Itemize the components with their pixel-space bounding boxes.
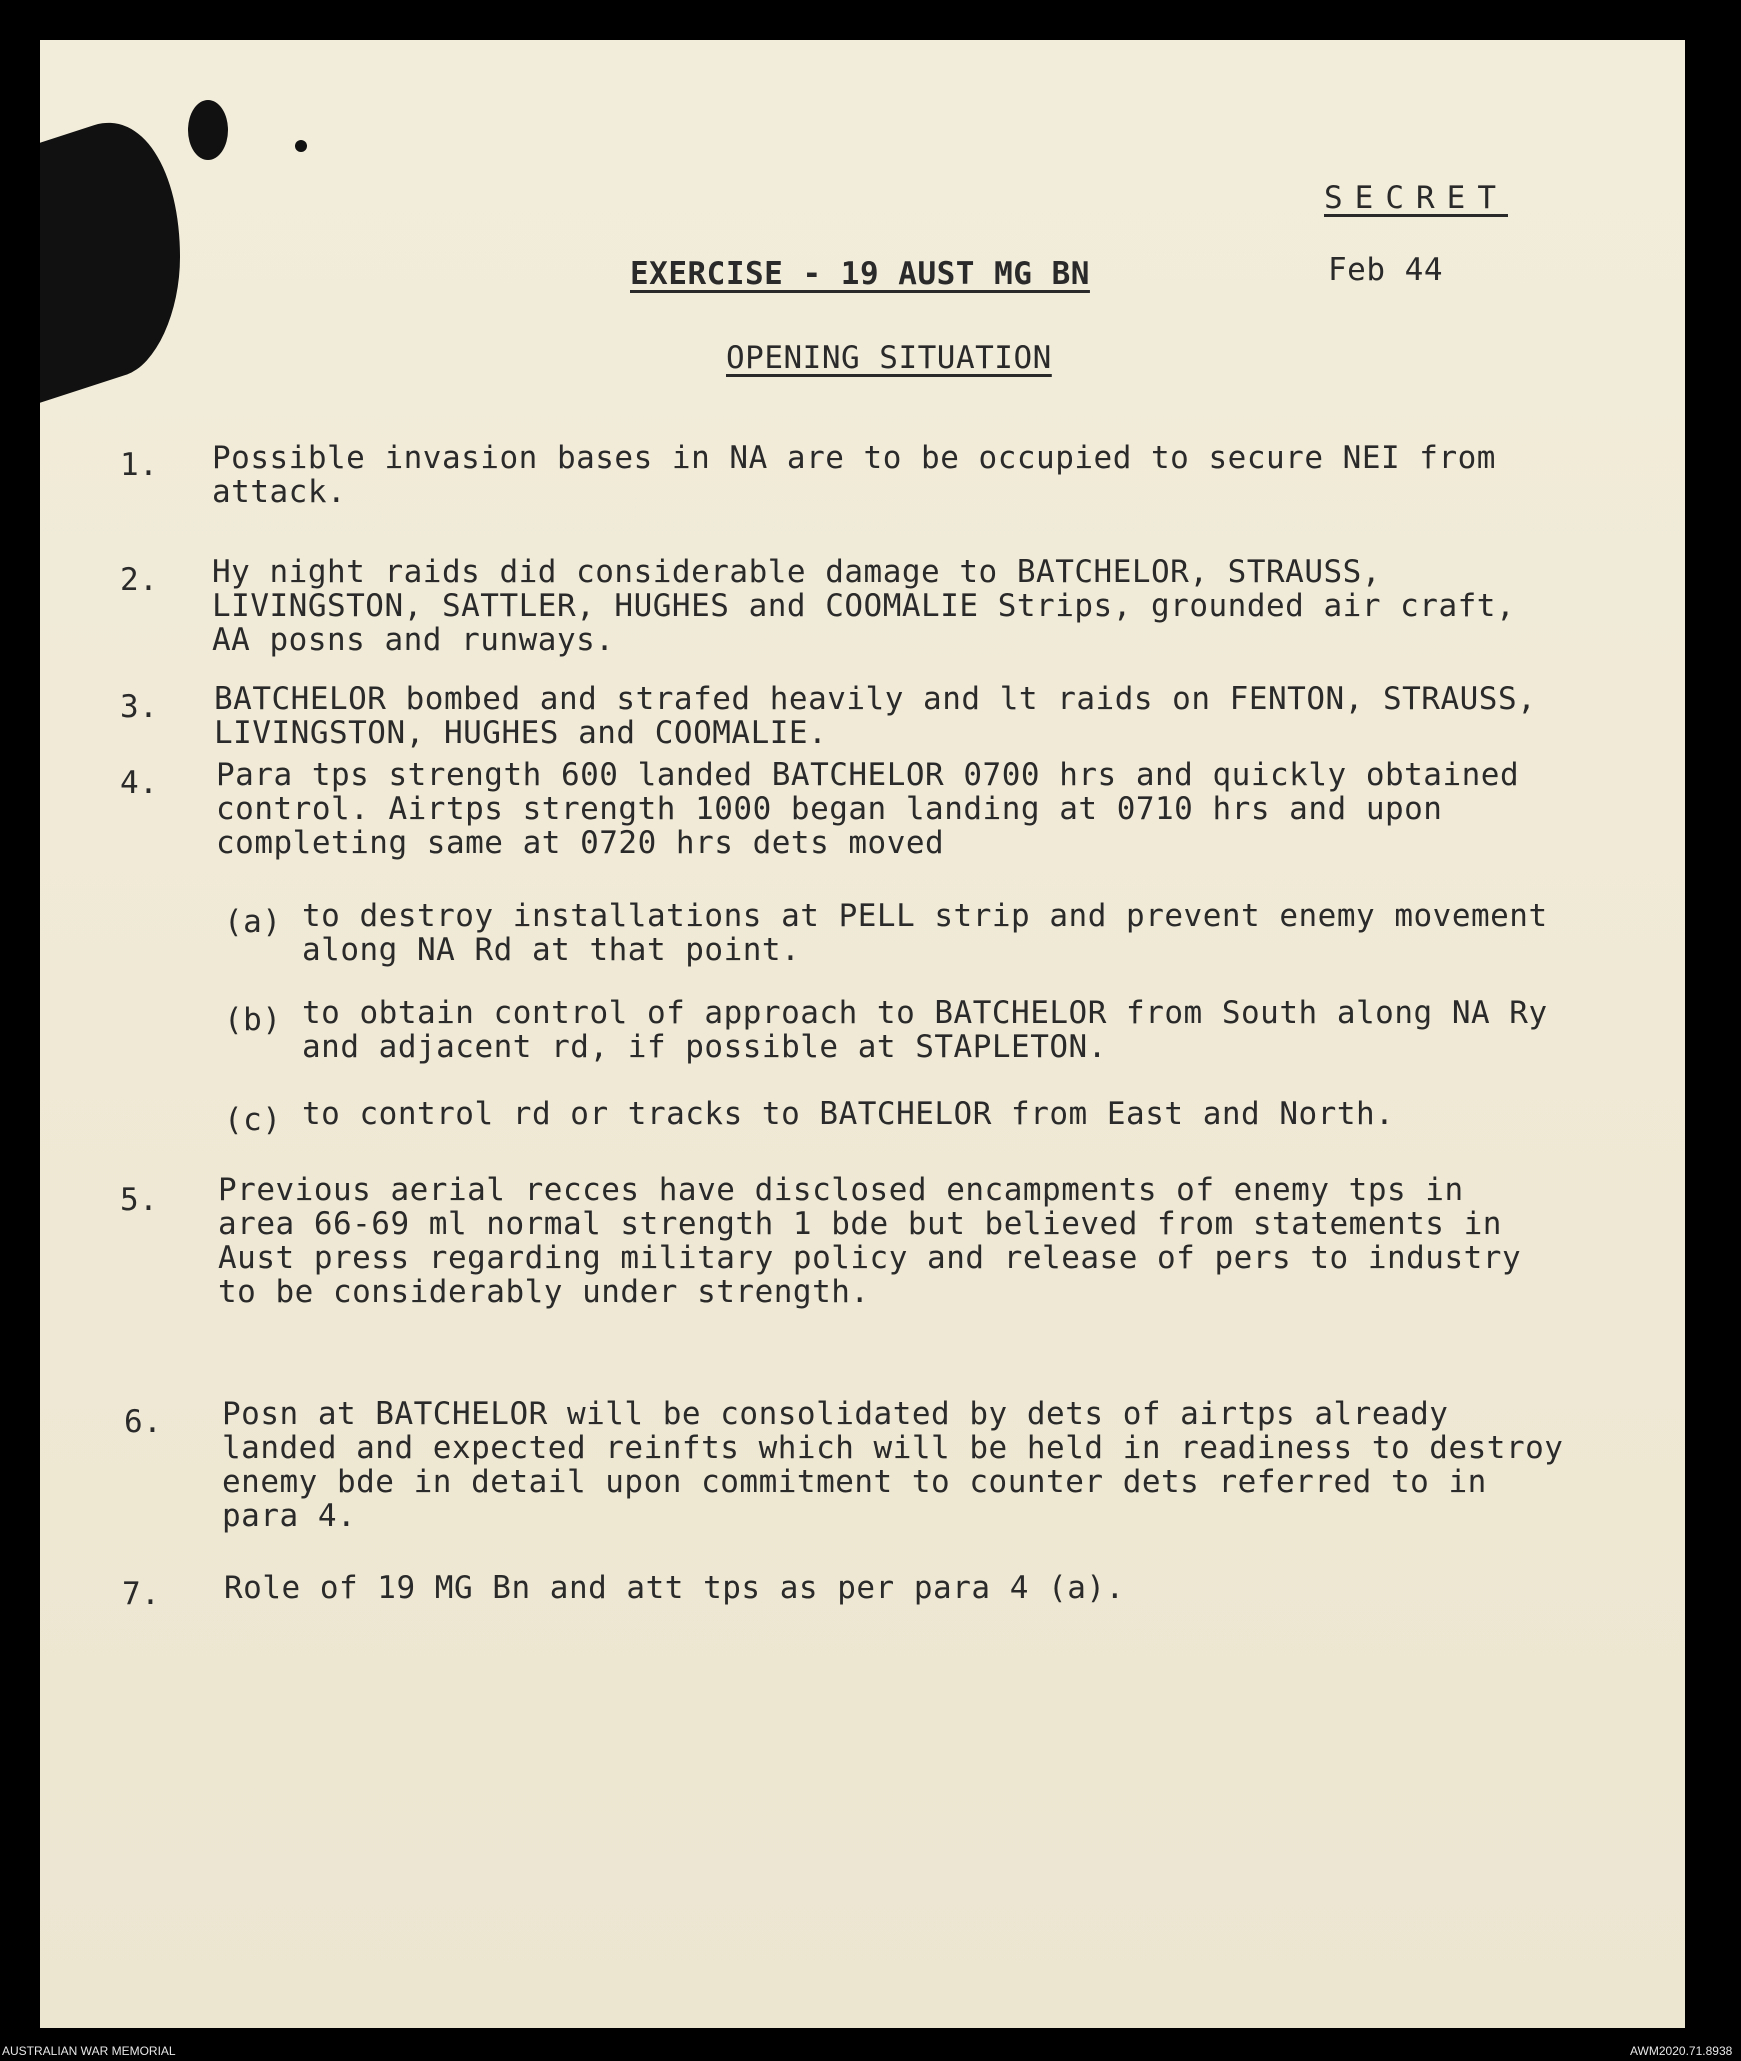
para-1-line-1: Possible invasion bases in NA are to be occupied to secure NEI from (212, 440, 1496, 476)
subpara-letter: (b) (224, 1002, 282, 1038)
footer-reference: AWM2020.71.8938 (1630, 2044, 1733, 2058)
footer-institution: AUSTRALIAN WAR MEMORIAL (2, 2044, 176, 2058)
para-number: 7. (122, 1576, 161, 1612)
subpara-c-line-1: to control rd or tracks to BATCHELOR from East and North. (302, 1096, 1395, 1132)
para-number: 3. (120, 689, 159, 725)
punch-hole-small (295, 140, 307, 152)
para-3-line-1: BATCHELOR bombed and strafed heavily and lt raids on FENTON, STRAUSS, (214, 681, 1537, 717)
para-number: 5. (120, 1182, 159, 1218)
subpara-b-line-2: and adjacent rd, if possible at STAPLETON. (302, 1029, 1107, 1065)
para-1-line-2: attack. (212, 474, 347, 510)
para-2-line-1: Hy night raids did considerable damage to BATCHELOR, STRAUSS, (212, 554, 1381, 590)
para-number: 4. (120, 765, 159, 801)
document-date: Feb 44 (1328, 252, 1443, 288)
para-7-line-1: Role of 19 MG Bn and att tps as per para 4 (a). (224, 1570, 1125, 1606)
para-6-line-2: landed and expected reinfts which will be held in readiness to destroy (222, 1430, 1564, 1466)
punch-hole (188, 100, 228, 160)
torn-corner (40, 97, 180, 402)
subpara-letter: (c) (224, 1102, 282, 1138)
para-4-line-1: Para tps strength 600 landed BATCHELOR 0700 hrs and quickly obtained (216, 757, 1520, 793)
para-2-line-3: AA posns and runways. (212, 622, 615, 658)
subpara-letter: (a) (224, 904, 282, 940)
document-page (40, 40, 1685, 2028)
para-6-line-4: para 4. (222, 1498, 357, 1534)
document-title: EXERCISE - 19 AUST MG BN (630, 256, 1090, 292)
para-number: 6. (124, 1404, 163, 1440)
para-5-line-2: area 66-69 ml normal strength 1 bde but believed from statements in (218, 1206, 1502, 1242)
subpara-b-line-1: to obtain control of approach to BATCHELOR from South along NA Ry (302, 995, 1548, 1031)
para-3-line-2: LIVINGSTON, HUGHES and COOMALIE. (214, 715, 828, 751)
para-4-line-3: completing same at 0720 hrs dets moved (216, 825, 945, 861)
para-4-line-2: control. Airtps strength 1000 began landing at 0710 hrs and upon (216, 791, 1443, 827)
para-6-line-3: enemy bde in detail upon commitment to counter dets referred to in (222, 1464, 1487, 1500)
para-number: 1. (120, 447, 159, 483)
para-number: 2. (120, 562, 159, 598)
para-6-line-1: Posn at BATCHELOR will be consolidated by dets of airtps already (222, 1396, 1449, 1432)
document-subtitle: OPENING SITUATION (726, 340, 1052, 376)
subpara-a-line-2: along NA Rd at that point. (302, 932, 801, 968)
subpara-a-line-1: to destroy installations at PELL strip and prevent enemy movement (302, 898, 1548, 934)
para-5-line-1: Previous aerial recces have disclosed encampments of enemy tps in (218, 1172, 1464, 1208)
para-5-line-3: Aust press regarding military policy and release of pers to industry (218, 1240, 1522, 1276)
classification-marking: SECRET (1324, 180, 1508, 216)
para-5-line-4: to be considerably under strength. (218, 1274, 870, 1310)
para-2-line-2: LIVINGSTON, SATTLER, HUGHES and COOMALIE Strips, grounded air craft, (212, 588, 1516, 624)
